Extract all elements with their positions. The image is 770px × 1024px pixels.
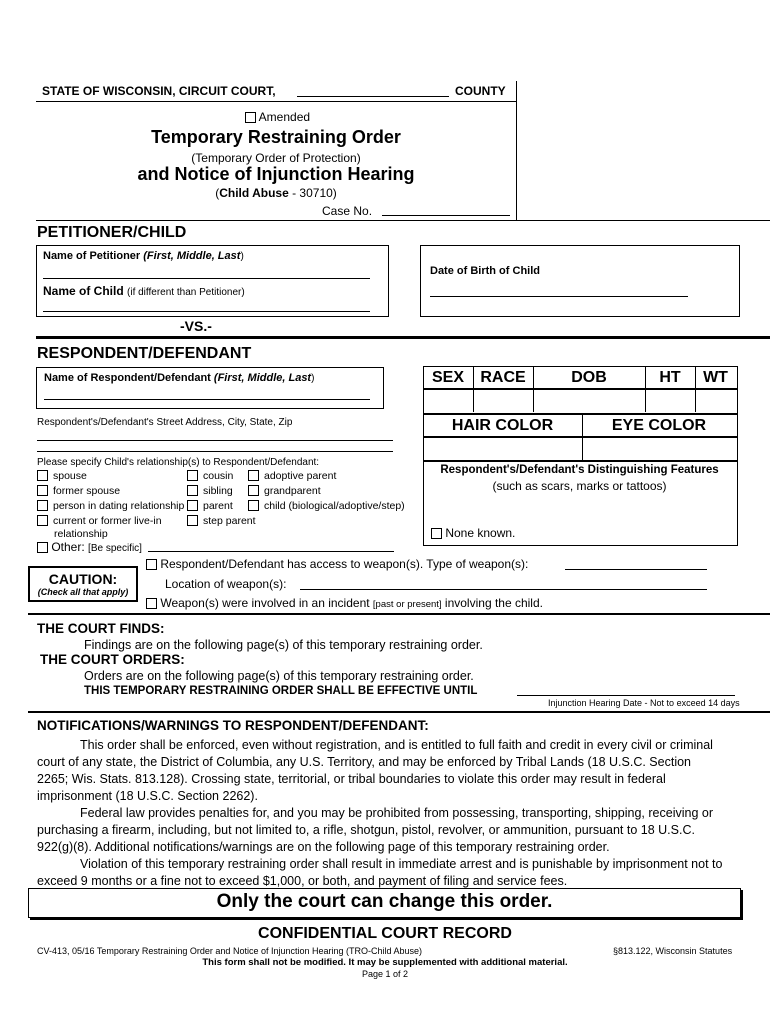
checkbox[interactable] <box>187 500 198 511</box>
rel-cousin[interactable] <box>187 470 233 482</box>
rel-live-in-cont: relationship <box>54 528 108 540</box>
relationship-prompt: Please specify Child's relationship(s) to Respondent/Defendant: <box>37 457 320 468</box>
checkbox[interactable] <box>187 470 198 481</box>
dob-header: DOB <box>571 369 607 386</box>
court-orders-heading: THE COURT ORDERS: <box>40 652 185 667</box>
rel-label: step parent <box>203 515 256 527</box>
rel-grandparent[interactable] <box>248 485 321 497</box>
respondent-address-label: Respondent's/Defendant's Street Address, City, State, Zip <box>37 417 293 428</box>
rel-label: adoptive parent <box>264 470 337 482</box>
statute: §813.122, Wisconsin Statutes <box>613 946 733 956</box>
weapons-access-checkbox[interactable] <box>146 559 157 570</box>
petitioner-name-label <box>43 250 244 262</box>
checkbox[interactable] <box>37 515 48 526</box>
paren-open: ( <box>215 186 220 200</box>
dob-child-field[interactable] <box>430 296 688 297</box>
checkbox[interactable] <box>248 470 259 481</box>
checkbox[interactable] <box>248 485 259 496</box>
caution-subtitle: (Check all that apply) <box>37 587 129 597</box>
notif-line: Violation of this temporary restraining order shall result in immediate arrest and is punishable by imprisonment not to <box>80 857 723 871</box>
dob-child-box <box>420 245 740 317</box>
rel-label: current or former live-in <box>53 515 162 527</box>
notif-line: imprisonment (18 U.S.C. Section 2262). <box>37 789 258 803</box>
respondent-name-hint-close: ) <box>311 373 315 384</box>
form-code <box>0 186 552 200</box>
notif-line: This order shall be enforced, even without registration, and is entitled to full faith and credit in every civil or criminal <box>80 738 713 752</box>
court-orders-text: Orders are on the following page(s) of this temporary restraining order. <box>84 669 474 683</box>
respondent-address-field-1[interactable] <box>37 440 393 441</box>
notif-line: 922(g)(8). Additional notifications/warnings are on the following page of this temporary restraining order. <box>37 840 610 854</box>
court-line <box>42 84 276 98</box>
ht-header: HT <box>659 369 681 386</box>
none-known-option[interactable] <box>431 526 515 540</box>
notif-line: purchasing a firearm, including, but not limited to, a rifle, shotgun, pistol, revolver, or ammunition, pursuant to 18 U.S.C. <box>37 823 695 837</box>
court-finds-heading: THE COURT FINDS: <box>37 621 165 636</box>
respondent-name-label <box>44 372 314 384</box>
notif-line: exceed 9 months or a fine not to exceed $1,000, or both, and payment of filing and service fees. <box>37 874 568 888</box>
weapons-involved-label-end: involving the child. <box>444 596 543 610</box>
petitioner-heading: PETITIONER/CHILD <box>37 224 187 241</box>
color-value-row[interactable] <box>423 436 738 462</box>
checkbox[interactable] <box>248 500 259 511</box>
vs-divider <box>36 336 770 339</box>
checkbox[interactable] <box>187 485 198 496</box>
checkbox[interactable] <box>37 470 48 481</box>
court-finds-text: Findings are on the following page(s) of this temporary restraining order. <box>84 638 483 652</box>
sex-header: SEX <box>431 369 464 386</box>
rel-label: grandparent <box>264 485 321 497</box>
rel-label: sibling <box>203 485 233 497</box>
rel-other-hint: [Be specific] <box>88 543 142 554</box>
rel-parent[interactable] <box>187 500 233 512</box>
rel-sibling[interactable] <box>187 485 233 497</box>
petitioner-name-field[interactable] <box>43 278 370 279</box>
none-known-label: None known. <box>445 526 516 540</box>
rel-label: spouse <box>53 470 87 482</box>
header-rule <box>36 101 516 102</box>
case-no-field[interactable] <box>382 215 510 216</box>
rel-child[interactable] <box>248 500 405 512</box>
child-name-label <box>43 284 245 298</box>
caution-title: CAUTION: <box>48 571 118 587</box>
only-court-box <box>28 888 741 918</box>
child-name-text: Name of Child <box>43 284 124 298</box>
rel-other-label: Other: <box>51 540 85 554</box>
respondent-heading: RESPONDENT/DEFENDANT <box>37 345 252 362</box>
child-abuse-label: Child Abuse <box>219 186 289 200</box>
weapons-involved-label: Weapon(s) were involved in an incident <box>160 596 370 610</box>
weapons-involved-option[interactable] <box>146 596 543 610</box>
rel-live-in[interactable] <box>37 515 162 527</box>
weapons-access-option[interactable] <box>146 557 528 571</box>
weapons-location-label: Location of weapon(s): <box>165 577 287 591</box>
child-name-field[interactable] <box>43 311 370 312</box>
rel-other[interactable] <box>37 540 142 554</box>
hearing-note: Injunction Hearing Date - Not to exceed 14 days <box>548 698 740 708</box>
petitioner-name-hint-close: ) <box>240 251 244 262</box>
only-court-text: Only the court can change this order. <box>216 891 553 912</box>
title-2: and Notice of Injunction Hearing <box>137 164 415 184</box>
rel-spouse[interactable] <box>37 470 87 482</box>
rel-label: parent <box>203 500 233 512</box>
eye-color-header: EYE COLOR <box>611 417 707 434</box>
child-name-hint: (if different than Petitioner) <box>127 287 245 298</box>
weapons-access-label: Respondent/Defendant has access to weapon(s). Type of weapon(s): <box>160 557 529 571</box>
none-known-checkbox[interactable] <box>431 528 442 539</box>
respondent-name-text: Name of Respondent/Defendant <box>44 372 211 384</box>
weapon-location-field[interactable] <box>300 589 707 590</box>
confidential-label: CONFIDENTIAL COURT RECORD <box>258 925 512 942</box>
rel-label: cousin <box>203 470 234 482</box>
amended-option[interactable] <box>245 110 310 124</box>
case-no-label: Case No. <box>322 204 373 218</box>
physical-value-row[interactable] <box>423 388 738 414</box>
rel-label: former spouse <box>53 485 121 497</box>
modification-notice: This form shall not be modified. It may be supplemented with additional material. <box>202 957 568 968</box>
weapons-involved-hint: [past or present] <box>372 599 442 610</box>
notif-line: Federal law provides penalties for, and you may be prohibited from possessing, transporting, shipping, receiving or <box>80 806 713 820</box>
rel-step-parent[interactable] <box>187 515 256 527</box>
vs-label: -VS.- <box>180 318 212 334</box>
weapon-type-field[interactable] <box>565 569 707 570</box>
hearing-date-field[interactable] <box>517 695 735 696</box>
wt-header: WT <box>703 369 728 386</box>
form-id: CV-413, 05/16 Temporary Restraining Order and Notice of Injunction Hearing (TRO-Child Abuse) <box>37 946 423 956</box>
race-header: RACE <box>480 369 526 386</box>
notifications-heading: NOTIFICATIONS/WARNINGS TO RESPONDENT/DEFENDANT: <box>37 718 429 733</box>
petitioner-name-text: Name of Petitioner <box>43 250 141 262</box>
petitioner-name-hint: (First, Middle, Last <box>143 250 241 262</box>
rel-label: person in dating relationship <box>53 500 185 512</box>
rel-label: child (biological/adoptive/step) <box>264 500 405 512</box>
county-label: COUNTY <box>455 84 506 98</box>
effective-until: THIS TEMPORARY RESTRAINING ORDER SHALL BE EFFECTIVE UNTIL <box>84 685 478 697</box>
checkbox[interactable] <box>37 542 48 553</box>
features-subtitle: (such as scars, marks or tattoos) <box>492 479 667 493</box>
features-title: Respondent's/Defendant's Distinguishing Features <box>440 464 719 476</box>
respondent-address-field-2[interactable] <box>37 451 393 452</box>
rel-adoptive-parent[interactable] <box>248 470 336 482</box>
header-bottom-rule <box>36 220 770 221</box>
checkbox[interactable] <box>187 515 198 526</box>
county-field[interactable] <box>297 96 449 97</box>
notif-line: court of any state, the District of Columbia, any U.S. Territory, and may be enforced by Tribal Lands (18 U.S.C. Section <box>37 755 692 769</box>
dob-child-label: Date of Birth of Child <box>430 265 540 277</box>
court-line-left: STATE OF WISCONSIN, CIRCUIT COURT, <box>42 84 276 98</box>
subtitle-1: (Temporary Order of Protection) <box>191 151 361 165</box>
checkbox[interactable] <box>37 500 48 511</box>
caution-box <box>28 566 138 602</box>
hair-color-header: HAIR COLOR <box>451 417 554 434</box>
notif-line: 2265; Wis. Stats. 813.128). Crossing state, territorial, or tribal boundaries to violate this order may result in federal <box>37 772 666 786</box>
title-1: Temporary Restraining Order <box>151 127 401 147</box>
rel-former-spouse[interactable] <box>37 485 120 497</box>
rel-other-field[interactable] <box>148 551 394 552</box>
rel-dating[interactable] <box>37 500 184 512</box>
form-number: - 30710) <box>288 186 337 200</box>
physical-table <box>423 366 736 544</box>
court-divider <box>28 711 770 713</box>
weapons-involved-checkbox[interactable] <box>146 598 157 609</box>
checkbox[interactable] <box>37 485 48 496</box>
respondent-name-field[interactable] <box>44 399 370 400</box>
amended-label: Amended <box>258 110 311 124</box>
amended-checkbox[interactable] <box>245 112 256 123</box>
respondent-name-hint: (First, Middle, Last <box>213 372 312 384</box>
page-number: Page 1 of 2 <box>361 969 409 979</box>
caution-divider <box>28 613 770 615</box>
